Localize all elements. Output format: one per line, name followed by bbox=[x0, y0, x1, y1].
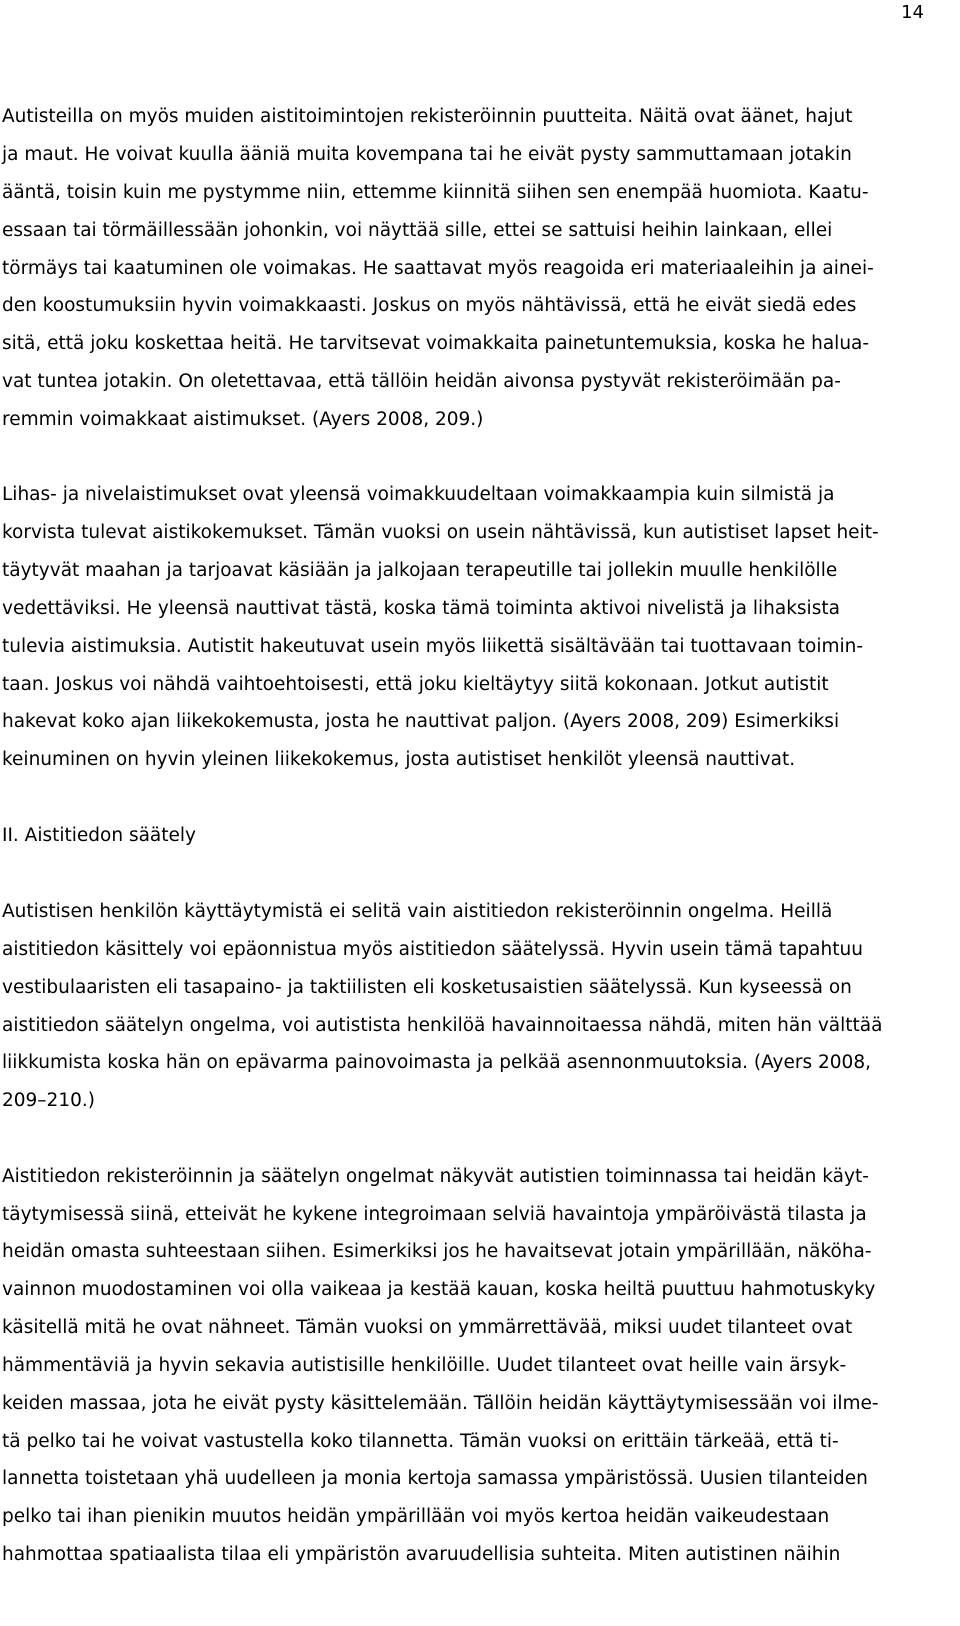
text-line: Autistisen henkilön käyttäytymistä ei selitä vain aistitiedon rekisteröinnin ongelma. Heillä bbox=[2, 901, 833, 922]
text-line: lannetta toistetaan yhä uudelleen ja monia kertoja samassa ympäristössä. Uusien tilanteiden bbox=[2, 1468, 868, 1489]
text-line: korvista tulevat aistikokemukset. Tämän vuoksi on usein nähtävissä, kun autistiset lapset heit- bbox=[2, 522, 879, 543]
text-line: essaan tai törmäillessään johonkin, voi näyttää sille, ettei se sattuisi heihin lainkaan, ellei bbox=[2, 220, 833, 241]
text-line: hämmentäviä ja hyvin sekavia autistisille henkilöille. Uudet tilanteet ovat heille vain ärsyk- bbox=[2, 1355, 847, 1376]
text-line: aistitiedon säätelyn ongelma, voi autistista henkilöä havainnoitaessa nähdä, miten hän välttää bbox=[2, 1015, 883, 1036]
text-line: vat tuntea jotakin. On oletettavaa, että tällöin heidän aivonsa pystyvät rekisteröimään pa- bbox=[2, 371, 841, 392]
text-line: tulevia aistimuksia. Autistit hakeutuvat usein myös liikettä sisältävään tai tuottavaan toimin- bbox=[2, 636, 864, 657]
text-line: tä pelko tai he voivat vastustella koko tilannetta. Tämän vuoksi on erittäin tärkeää, että ti- bbox=[2, 1431, 839, 1452]
section-heading: II. Aistitiedon säätely bbox=[2, 825, 196, 846]
text-line: vedettäviksi. He yleensä nauttivat tästä, koska tämä toiminta aktivoi nivelistä ja lihaksista bbox=[2, 598, 840, 619]
text-line: käsitellä mitä he ovat nähneet. Tämän vuoksi on ymmärrettävää, miksi uudet tilanteet ovat bbox=[2, 1317, 853, 1338]
text-line: täytyvät maahan ja tarjoavat käsiään ja jalkojaan terapeutille tai jollekin muulle henkilölle bbox=[2, 560, 838, 581]
text-line: keiden massaa, jota he eivät pysty käsittelemään. Tällöin heidän käyttäytymisessään voi ilme- bbox=[2, 1393, 879, 1414]
text-line: remmin voimakkaat aistimukset. (Ayers 2008, 209.) bbox=[2, 409, 484, 430]
text-line: taan. Joskus voi nähdä vaihtoehtoisesti, että joku kieltäytyy siitä kokonaan. Jotkut autistit bbox=[2, 674, 829, 695]
text-line: keinuminen on hyvin yleinen liikekokemus, josta autistiset henkilöt yleensä nauttivat. bbox=[2, 749, 796, 770]
text-line: hakevat koko ajan liikekokemusta, josta he nauttivat paljon. (Ayers 2008, 209) Esimerkiksi bbox=[2, 711, 840, 732]
text-line: liikkumista koska hän on epävarma painovoimasta ja pelkää asennonmuutoksia. (Ayers 2008, bbox=[2, 1052, 871, 1073]
page-number: 14 bbox=[901, 2, 924, 23]
text-line: sitä, että joku koskettaa heitä. He tarvitsevat voimakkaita painetuntemuksia, koska he halua- bbox=[2, 333, 870, 354]
text-line: ja maut. He voivat kuulla ääniä muita kovempana tai he eivät pysty sammuttamaan jotakin bbox=[2, 144, 852, 165]
text-line: heidän omasta suhteestaan siihen. Esimerkiksi jos he havaitsevat jotain ympärillään, näköha- bbox=[2, 1241, 872, 1262]
text-line: ääntä, toisin kuin me pystymme niin, ettemme kiinnitä siihen sen enempää huomiota. Kaatu- bbox=[2, 182, 869, 203]
text-line: vestibulaaristen eli tasapaino- ja taktiilisten eli kosketusaistien säätelyssä. Kun kyseessä on bbox=[2, 977, 852, 998]
text-line: 209–210.) bbox=[2, 1090, 95, 1111]
text-line: Autisteilla on myös muiden aistitoimintojen rekisteröinnin puutteita. Näitä ovat äänet, hajut bbox=[2, 106, 853, 127]
text-line: pelko tai ihan pienikin muutos heidän ympärillään voi myös kertoa heidän vaikeudestaan bbox=[2, 1506, 830, 1527]
text-line: Aistitiedon rekisteröinnin ja säätelyn ongelmat näkyvät autistien toiminnassa tai heidän käyt- bbox=[2, 1166, 869, 1187]
text-line: aistitiedon käsittely voi epäonnistua myös aistitiedon säätelyssä. Hyvin usein tämä tapahtuu bbox=[2, 939, 863, 960]
text-line: Lihas- ja nivelaistimukset ovat yleensä voimakkuudeltaan voimakkaampia kuin silmistä ja bbox=[2, 484, 835, 505]
text-line: täytymisessä siinä, etteivät he kykene integroimaan selviä havaintoja ympäröivästä tilasta ja bbox=[2, 1204, 867, 1225]
text-line: törmäys tai kaatuminen ole voimakas. He saattavat myös reagoida eri materiaaleihin ja ainei- bbox=[2, 258, 874, 279]
text-line: den koostumuksiin hyvin voimakkaasti. Joskus on myös nähtävissä, että he eivät siedä edes bbox=[2, 295, 857, 316]
text-line: vainnon muodostaminen voi olla vaikeaa ja kestää kauan, koska heiltä puuttuu hahmotuskyky bbox=[2, 1279, 876, 1300]
text-line: hahmottaa spatiaalista tilaa eli ympäristön avaruudellisia suhteita. Miten autistinen näihin bbox=[2, 1544, 841, 1565]
